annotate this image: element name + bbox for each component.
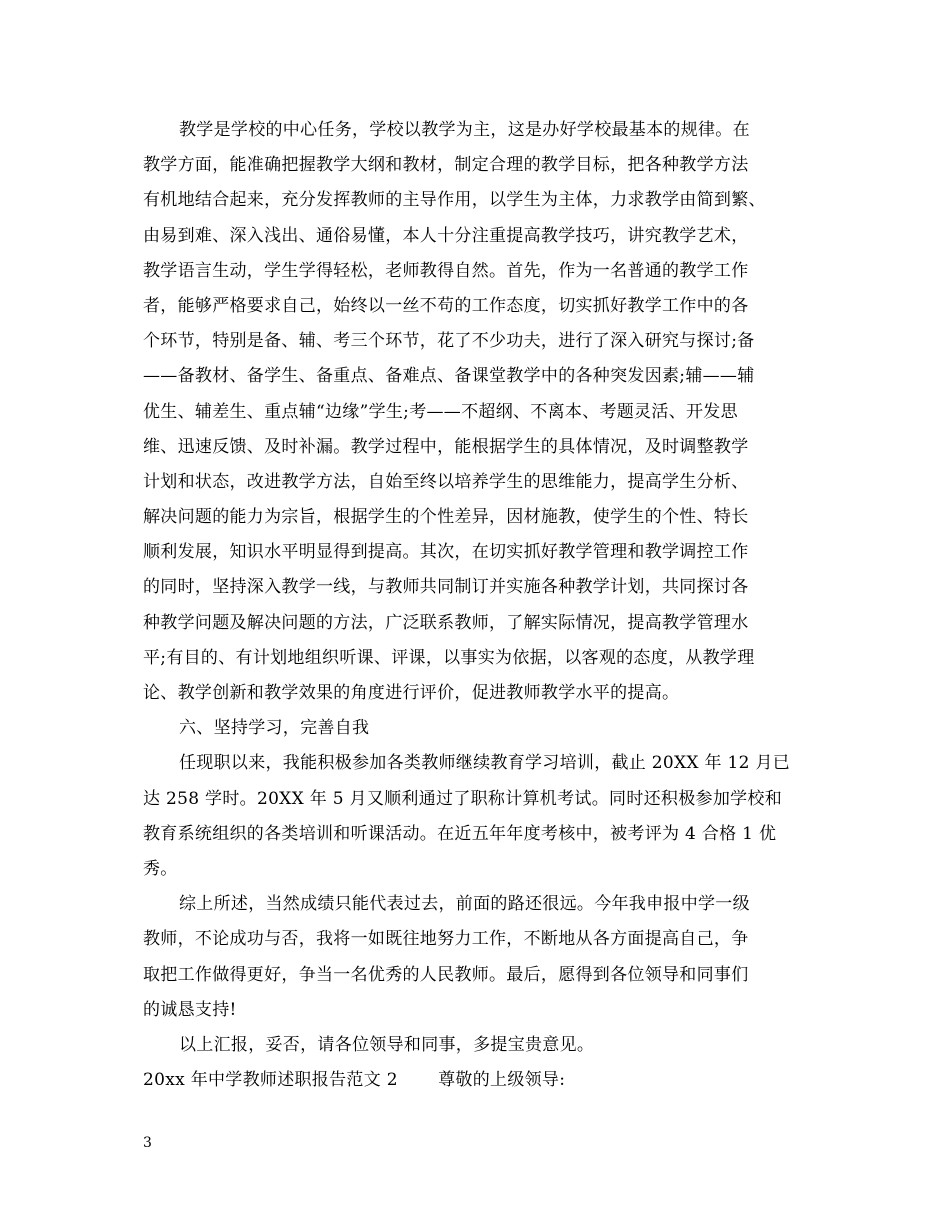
text-line: 的诚恳支持! xyxy=(143,999,237,1020)
text-line: ——备教材、备学生、备重点、备难点、备课堂教学中的各种突发因素;辅——辅 xyxy=(143,366,755,387)
text-line: 任现职以来，我能积极参加各类教师继续教育学习培训，截止 20XX 年 12 月已 xyxy=(179,753,791,774)
text-line: 解决问题的能力为宗旨，根据学生的个性差异，因材施教，使学生的个性、特长 xyxy=(143,507,749,528)
text-line: 教师，不论成功与否，我将一如既往地努力工作，不断地从各方面提高自己，争 xyxy=(143,929,749,950)
text-line: 种教学问题及解决问题的方法，广泛联系教师，了解实际情况，提高教学管理水 xyxy=(143,612,749,633)
text-line: 教学是学校的中心任务，学校以教学为主，这是办好学校最基本的规律。在 xyxy=(179,120,750,140)
text-line: 秀。 xyxy=(143,858,178,879)
document-body xyxy=(143,113,833,1098)
text-line: 取把工作做得更好，争当一名优秀的人民教师。最后，愿得到各位领导和同事们 xyxy=(143,964,749,985)
page-number: 3 xyxy=(143,1135,152,1151)
text-line: 论、教学创新和教学效果的角度进行评价，促进教师教学水平的提高。 xyxy=(143,683,680,703)
text-line: 维、迅速反馈、及时补漏。教学过程中，能根据学生的具体情况，及时调整教学 xyxy=(143,436,749,457)
text-line: 者，能够严格要求自己，始终以一丝不苟的工作态度，切实抓好教学工作中的各 xyxy=(143,295,749,316)
text-line: 由易到难、深入浅出、通俗易懂，本人十分注重提高教学技巧，讲究教学艺术， xyxy=(143,225,749,246)
text-line: 计划和状态，改进教学方法，自始至终以培养学生的思维能力，提高学生分析、 xyxy=(143,471,749,492)
text-line: 综上所述，当然成绩只能代表过去，前面的路还很远。今年我申报中学一级 xyxy=(179,894,750,915)
text-line: 个环节，特别是备、辅、考三个环节，花了不少功夫，进行了深入研究与探讨;备 xyxy=(143,331,755,352)
text-line: 教学语言生动，学生学得轻松，老师教得自然。首先，作为一名普通的教学工作 xyxy=(143,260,749,281)
text-line: 教育系统组织的各类培训和听课活动。在近五年年度考核中，被考评为 4 合格 1 优 xyxy=(143,823,777,844)
text-line: 优生、辅差生、重点辅“边缘”学生;考——不超纲、不离本、考题灵活、开发思 xyxy=(143,401,738,422)
text-line: 20xx 年中学教师述职报告范文 2 尊敬的上级领导: xyxy=(143,1070,566,1091)
text-line: 有机地结合起来，充分发挥教师的主导作用，以学生为主体，力求教学由简到繁、 xyxy=(143,190,766,211)
text-line: 达 258 学时。20XX 年 5 月又顺利通过了职称计算机考试。同时还积极参加学校和 xyxy=(143,788,783,809)
text-line: 平;有目的、有计划地组织听课、评课，以事实为依据，以客观的态度，从教学理 xyxy=(143,647,755,668)
text-line: 的同时，坚持深入教学一线，与教师共同制订并实施各种教学计划，共同探讨各 xyxy=(143,577,749,598)
text-line: 六、坚持学习，完善自我 xyxy=(179,718,370,739)
text-line: 教学方面，能准确把握教学大纲和教材，制定合理的教学目标，把各种教学方法 xyxy=(143,155,749,176)
text-line: 以上汇报，妥否，请各位领导和同事，多提宝贵意见。 xyxy=(179,1034,595,1055)
text-line: 顺利发展，知识水平明显得到提高。其次，在切实抓好教学管理和教学调控工作 xyxy=(143,542,749,563)
